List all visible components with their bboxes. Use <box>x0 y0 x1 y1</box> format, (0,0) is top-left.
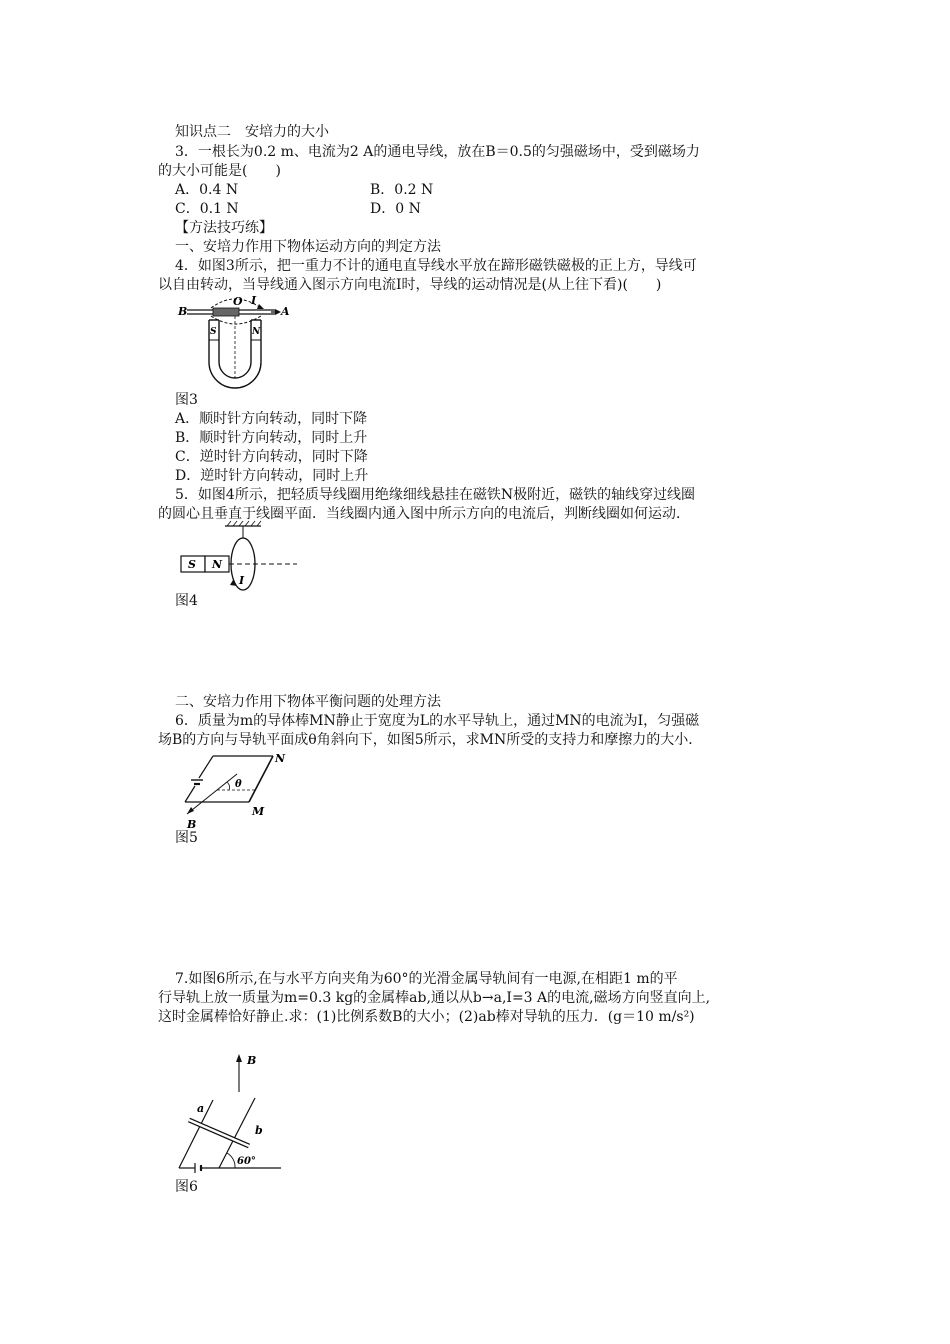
figure-3-label-o: O <box>233 295 243 308</box>
question-5-text: 5．如图4所示，把轻质导线圈用绝缘细线悬挂在磁铁N极附近，磁铁的轴线穿过线圈 <box>175 487 696 503</box>
question-4-text-cont: 以自由转动，当导线通入图示方向电流I时，导线的运动情况是(从上往下看)( ) <box>158 277 662 293</box>
figure-4-label-n: N <box>212 558 223 571</box>
question-4-option-c: C．逆时针方向转动，同时下降 <box>175 449 368 465</box>
question-4-option-b: B．顺时针方向转动，同时上升 <box>175 430 368 446</box>
figure-6-inclined-rails <box>175 1050 295 1180</box>
figure-3-horseshoe-magnet <box>175 292 295 392</box>
figure-6-label-a: a <box>197 1102 205 1115</box>
figure-3-label-a: A <box>281 305 290 318</box>
question-3-text-cont: 的大小可能是( ) <box>158 163 281 179</box>
figure-4-label-s: S <box>188 558 196 571</box>
question-6-text-cont: 场B的方向与导轨平面成θ角斜向下，如图5所示，求MN所受的支持力和摩擦力的大小． <box>158 732 703 748</box>
question-4-text: 4．如图3所示，把一重力不计的通电直导线水平放在蹄形磁铁磁极的正上方，导线可 <box>175 258 697 274</box>
question-7-text-cont-2: 这时金属棒恰好静止.求：(1)比例系数B的大小；(2)ab棒对导轨的压力．(g＝10 m/s²) <box>158 1009 695 1025</box>
figure-6-label-b: B <box>247 1054 257 1067</box>
figure-5-horizontal-rails <box>175 750 285 830</box>
question-3-text: 3．一根长为0.2 m、电流为2 A的通电导线，放在B＝0.5的匀强磁场中，受到磁场力 <box>175 144 700 160</box>
method-subheading-2: 二、安培力作用下物体平衡问题的处理方法 <box>175 694 441 710</box>
figure-5-label-n: N <box>275 752 286 765</box>
question-3-option-c: C．0.1 N <box>175 201 239 217</box>
question-4-option-d: D．逆时针方向转动，同时上升 <box>175 468 369 484</box>
method-heading: 【方法技巧练】 <box>175 220 273 236</box>
question-3-option-b: B．0.2 N <box>370 182 434 198</box>
question-6-text: 6．质量为m的导体棒MN静止于宽度为L的水平导轨上，通过MN的电流为I，匀强磁 <box>175 713 700 729</box>
figure-4-magnet-coil <box>175 520 305 592</box>
figure-5-label-theta: θ <box>235 779 242 790</box>
section-heading: 知识点二 安培力的大小 <box>175 124 329 140</box>
question-3-option-d: D．0 N <box>370 201 421 217</box>
question-3-option-a: A．0.4 N <box>175 182 239 198</box>
figure-5-label-b: B <box>187 818 197 831</box>
figure-6-label-angle: 60° <box>237 1156 256 1167</box>
figure-3-label-s: S <box>210 327 217 337</box>
question-4-option-a: A．顺时针方向转动，同时下降 <box>175 411 368 427</box>
figure-6-caption: 图6 <box>175 1179 198 1195</box>
question-5-text-cont: 的圆心且垂直于线圈平面．当线圈内通入图中所示方向的电流后，判断线圈如何运动． <box>158 506 690 522</box>
figure-3-label-n: N <box>252 327 261 337</box>
figure-3-label-i: I <box>251 294 257 307</box>
figure-5-label-m: M <box>252 805 265 818</box>
figure-3-caption: 图3 <box>175 392 198 408</box>
question-7-text-cont: 行导轨上放一质量为m=0.3 kg的金属棒ab,通以从b→a,I=3 A的电流,磁场方向竖直向上, <box>158 990 711 1006</box>
figure-4-caption: 图4 <box>175 593 198 609</box>
figure-4-label-i: I <box>239 574 245 587</box>
figure-5-caption: 图5 <box>175 830 198 846</box>
figure-3-label-b: B <box>178 305 188 318</box>
figure-6-label-bb: b <box>255 1124 263 1137</box>
method-subheading-1: 一、安培力作用下物体运动方向的判定方法 <box>175 239 441 255</box>
question-7-text: 7.如图6所示,在与水平方向夹角为60°的光滑金属导轨间有一电源,在相距1 m的平 <box>175 971 678 987</box>
